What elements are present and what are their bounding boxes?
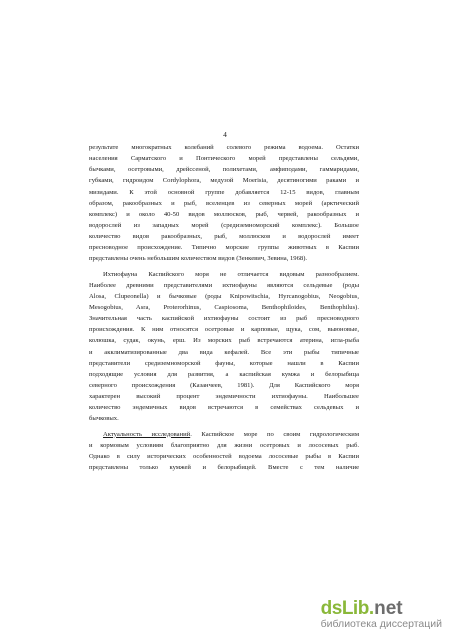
text-line: пресноводное происхождение. Типично морские группы животных в Каспии <box>89 244 359 252</box>
text-line: Значительная часть каспийской ихтиофауны состоит из рыб пресноводного <box>89 315 359 323</box>
paragraph <box>89 269 359 425</box>
text-line: бычками, осетровыми, дрейссеной, полихетами, амфиподами, гаммаридами, <box>89 166 359 174</box>
text-line: представлены очень небольшим количеством видов (Зенкевич, Зевина, 1968). <box>89 255 308 263</box>
document-body <box>89 142 359 473</box>
text-line: Alosa, Clupeonella) и бычковые (роды Knipowitschia, Hyrcanogobius, Neogobius, <box>89 292 359 300</box>
section-heading: Актуальность исследований <box>103 430 191 438</box>
text-line: Ихтиофауна Каспийского моря не отличается видовым разнообразием. <box>103 270 359 278</box>
text-line: и акклиматизированные два вида кефалей. Все эти рыбы типичные <box>89 348 359 356</box>
paragraph <box>89 429 359 474</box>
text-line: и кормовым условиям благоприятно для жизни осетровых и лососевых рыб. <box>89 441 359 449</box>
dslib-watermark[interactable] <box>321 598 442 630</box>
text-line: характерен высокий процент эндемичности ихтиофауны. Наибольшее <box>89 393 359 401</box>
text-line: подходящие условия для развития, а каспийская кумжа и белорыбица <box>89 370 359 378</box>
text-line: губками, гидроидом Cordylophora, медузой Moerisia, десятиногими раками и <box>89 177 359 185</box>
text-line: комплекс) и около 40-50 видов моллюсков, рыб, червей, ракообразных и <box>89 210 359 218</box>
text-line: Наиболее древними представителями ихтиофауны являются сельдевые (роды <box>89 281 359 289</box>
dslib-logo <box>321 598 442 620</box>
text-run: . Каспийское море по своим гидрологическим <box>190 430 359 438</box>
text-line: образом, ракообразных и рыб, вселенцев из северных морей (арктический <box>89 199 359 207</box>
text-line: мизидами. К этой основной группе добавляется 12-15 видов, главным <box>89 188 359 196</box>
text-line: бычковых. <box>89 415 119 423</box>
text-line: Mesogobius, Asra, Proterorhinus, Caspiosoma, Benthophiloides, Benthophilus). <box>89 303 359 311</box>
paragraph <box>89 142 359 265</box>
text-line: колюшка, судак, окунь, ерш. Из морских рыб встречаются атерина, игла-рыба <box>89 337 359 345</box>
page-number: 4 <box>223 130 227 139</box>
text-line: северного происхождения (Казанчеев, 1981). Для Каспийского моря <box>89 381 359 389</box>
text-line: Однако в силу исторических особенностей водоема лососевые рыбы в Каспии <box>89 452 359 460</box>
text-line: представлены только кумжей и белорыбицей. Вместе с тем наличие <box>89 463 359 471</box>
logo-tld: net <box>374 598 403 619</box>
text-line: населения Сарматского и Понтического морей представлены сельдями, <box>89 155 359 163</box>
text-line: результате многократных колебаний солевого режима водоема. Остатки <box>89 144 359 151</box>
logo-dot: . <box>368 598 375 619</box>
text-line: происхождения. К ним относятся осетровые и карповые, щука, сом, выюновые, <box>89 326 359 334</box>
logo-main: dsLib <box>320 598 369 619</box>
logo-subtitle: библиотека диссертаций <box>320 618 442 630</box>
text-line: количество видов ракообразных, рыб, моллюсков и водорослей имеет <box>89 233 359 241</box>
text-line: представители средиземноморской фауны, которые нашли в Каспии <box>89 359 359 367</box>
text-line: водорослей из западных морей (средиземноморский комплекс). Большое <box>89 221 359 229</box>
text-line <box>89 429 359 440</box>
text-line: количество эндемичных видов встречаются в семействах сельдевых и <box>89 404 359 412</box>
